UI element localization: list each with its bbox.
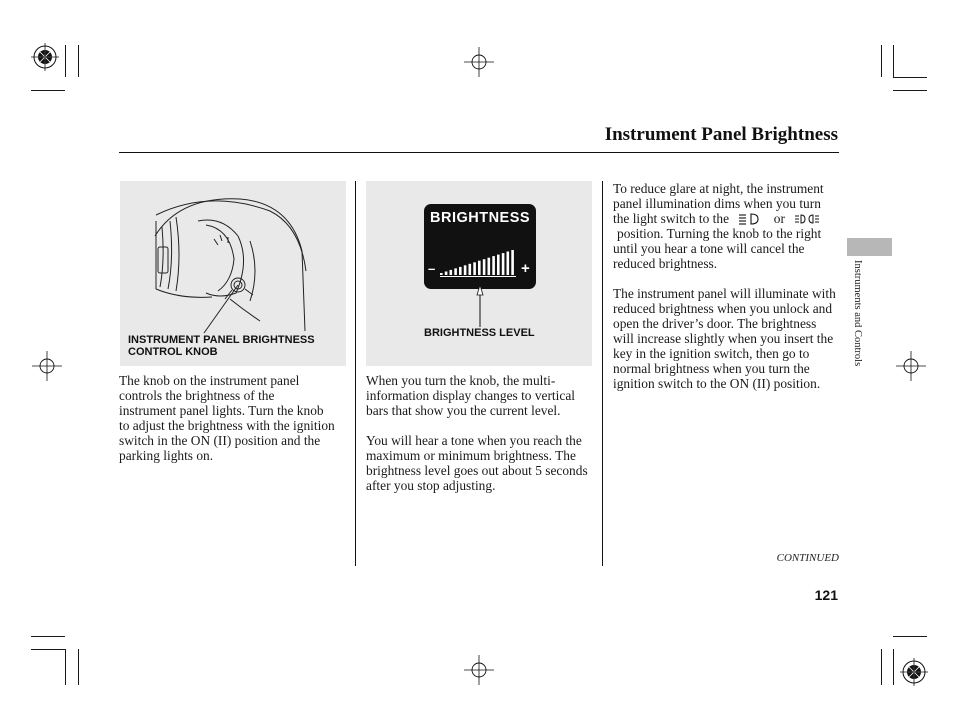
right-paragraph-1 (613, 181, 838, 271)
caption-line-1: INSTRUMENT PANEL BRIGHTNESS (128, 334, 315, 346)
column-rule-1 (355, 181, 356, 566)
right-column-text (613, 181, 838, 391)
middle-paragraph-1: When you turn the knob, the multi-information display changes to vertical bars that show you the current level. (366, 373, 575, 418)
page-number: 121 (814, 587, 838, 603)
minus-sign: – (428, 261, 436, 276)
registration-crosshair-bottom (463, 654, 495, 686)
headlight-icon (738, 213, 764, 225)
figure-display-panel (366, 181, 592, 366)
plus-sign: + (521, 260, 530, 277)
middle-paragraph-2: You will hear a tone when you reach the maximum or minimum brightness. The brightness level goes out about 5 seconds after you stop adjusting. (366, 433, 588, 493)
figure-knob-panel (120, 181, 346, 366)
registration-crosshair-right (895, 350, 927, 382)
parking-light-icon (794, 213, 820, 225)
caption-line-2: CONTROL KNOB (128, 346, 218, 358)
left-paragraph: The knob on the instrument panel controls the brightness of the instrument panel lights. Turn the knob to adjust the brightness with the ignition switch in the ON (II) position and the parking lights on. (119, 373, 335, 463)
column-rule-2 (602, 181, 603, 566)
registration-crosshair-left (31, 350, 63, 382)
registration-target-top-left (30, 42, 60, 72)
figure-caption-level: BRIGHTNESS LEVEL (424, 327, 535, 339)
display-title: BRIGHTNESS (430, 210, 531, 226)
right-p1-part2: position. Turning the knob to the right until you hear a tone will cancel the reduced brightness. (613, 226, 822, 271)
right-paragraph-2: The instrument panel will illuminate with reduced brightness when you unlock and open the driver’s door. The brightness will increase slightly when you insert the key in the ignition switch, then go to normal brightness when you turn the ignition switch to the ON (II) position. (613, 286, 836, 391)
registration-crosshair-top (463, 46, 495, 78)
registration-target-bottom-right (899, 657, 929, 687)
left-column-text (119, 373, 335, 463)
title-rule (119, 152, 839, 153)
section-label: Instruments and Controls (852, 260, 863, 367)
continued-label: CONTINUED (776, 552, 839, 564)
page-title: Instrument Panel Brightness (604, 124, 838, 145)
right-p1-or: or (773, 211, 785, 226)
right-p1-part1: To reduce glare at night, the instrument panel illumination dims when you turn the light switch to the (613, 181, 824, 226)
figure-caption-knob (128, 334, 343, 358)
middle-column-text (366, 373, 592, 493)
section-tab (847, 238, 892, 256)
